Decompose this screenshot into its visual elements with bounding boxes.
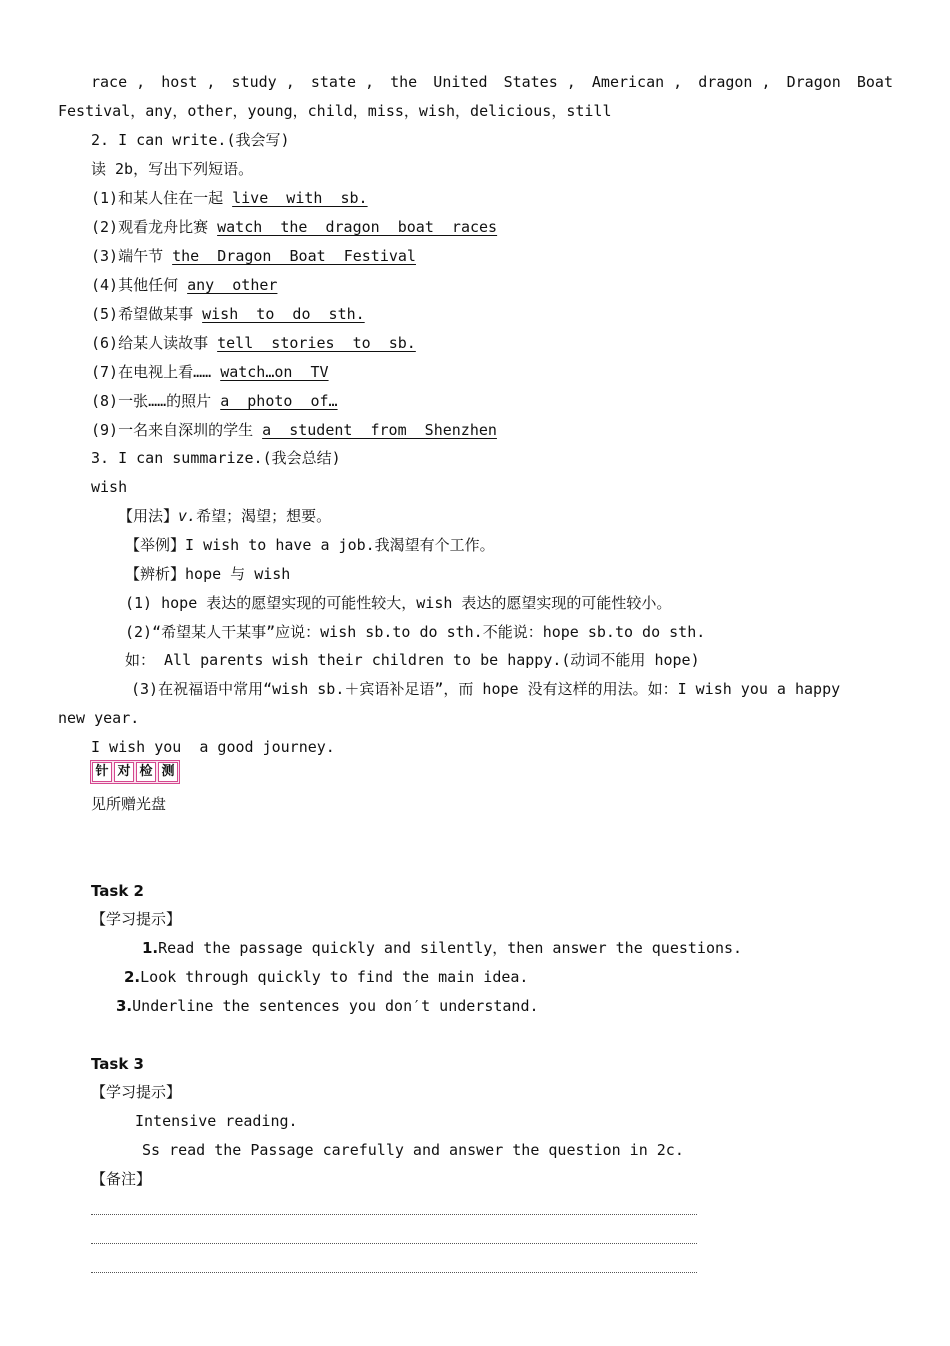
task2-step	[142, 938, 742, 958]
vocab-word: United	[433, 73, 488, 91]
vocab-word: race ,	[91, 73, 146, 91]
vocab-word: study ,	[231, 73, 295, 91]
phrase-item	[91, 275, 277, 295]
phrase-item	[91, 362, 329, 382]
phrase-answer: a student from Shenzhen	[262, 421, 497, 439]
analysis-text: hope 与 wish	[185, 565, 291, 583]
example-text: I wish to have a job.我渴望有个工作。	[185, 536, 495, 554]
note-line	[91, 1214, 697, 1215]
targeted-check-badge	[90, 760, 180, 784]
usage-text: 希望；渴望；想要。	[196, 507, 332, 525]
phrase-answer: watch the dragon boat races	[217, 218, 498, 236]
notes-label: 【备注】	[91, 1170, 152, 1188]
phrase-item	[91, 391, 338, 411]
task2-tip-label: 【学习提示】	[91, 910, 182, 928]
phrase-prompt: (6)给某人读故事	[91, 334, 218, 352]
note-line	[91, 1272, 697, 1273]
phrase-item	[91, 188, 368, 208]
task2-title: Task 2	[91, 882, 144, 900]
analysis-label: 【辨析】	[125, 565, 186, 583]
task3-title: Task 3	[91, 1055, 144, 1073]
phrase-answer: the Dragon Boat Festival	[172, 247, 416, 265]
step-number: 1.	[142, 939, 159, 957]
analysis-point-3: (3)在祝福语中常用“wish sb.＋宾语补足语”，而 hope 没有这样的用法。如：I wish you a happy	[131, 680, 841, 698]
note-line	[91, 1243, 697, 1244]
phrase-prompt: (9)一名来自深圳的学生	[91, 421, 263, 439]
step-text: Read the passage quickly and silently，then answer the questions.	[158, 939, 743, 957]
task2-step	[124, 967, 528, 987]
summarize-heading: 3. I can summarize.(我会总结)	[91, 449, 341, 467]
usage-line	[118, 506, 331, 526]
vocab-word: States ,	[503, 73, 576, 91]
vocab-word: American ,	[591, 73, 683, 91]
phrase-prompt: (2)观看龙舟比赛	[91, 218, 218, 236]
usage-pos: v.	[178, 507, 197, 525]
analysis-point-3-example: I wish you a good journey.	[91, 738, 335, 756]
vocab-line-2: Festival，any，other，young，child，miss，wish，delicious，still	[58, 102, 612, 120]
analysis-line	[125, 564, 290, 584]
step-number: 3.	[116, 997, 133, 1015]
badge-char: 对	[114, 762, 134, 782]
vocab-word: the	[390, 73, 418, 91]
phrase-item	[91, 304, 365, 324]
vocab-word: host ,	[161, 73, 216, 91]
vocab-word: Dragon	[786, 73, 841, 91]
phrase-prompt: (4)其他任何	[91, 276, 188, 294]
phrase-item	[91, 246, 416, 266]
vocab-word: Boat	[856, 73, 893, 91]
phrase-answer: wish to do sth.	[202, 305, 365, 323]
vocab-word: state ,	[310, 73, 375, 91]
phrase-answer: live with sb.	[232, 189, 368, 207]
task3-line-1: Intensive reading.	[135, 1112, 298, 1130]
phrase-item	[91, 217, 497, 237]
badge-char: 检	[136, 762, 156, 782]
usage-label: 【用法】	[118, 507, 179, 525]
analysis-point-1: (1) hope 表达的愿望实现的可能性较大，wish 表达的愿望实现的可能性较小。	[125, 594, 672, 612]
analysis-point-2-example: 如： All parents wish their children to be happy.(动词不能用 hope)	[125, 651, 700, 669]
phrase-prompt: (3)端午节	[91, 247, 173, 265]
phrase-item	[91, 333, 416, 353]
phrase-item	[91, 420, 497, 440]
badge-char: 测	[158, 762, 178, 782]
phrase-answer: tell stories to sb.	[217, 334, 416, 352]
badge-char: 针	[92, 762, 112, 782]
phrase-prompt: (1)和某人住在一起	[91, 189, 233, 207]
vocab-line-1	[91, 72, 893, 92]
task2-step	[116, 996, 539, 1016]
phrase-answer: any other	[187, 276, 278, 294]
analysis-point-2: (2)“希望某人干某事”应说：wish sb.to do sth.不能说：hope sb.to do sth.	[125, 623, 706, 641]
step-text: Underline the sentences you don′t understand.	[132, 997, 539, 1015]
summarize-word: wish	[91, 478, 128, 496]
phrase-answer: a photo of…	[220, 392, 338, 410]
task3-line-2: Ss read the Passage carefully and answer the question in 2c.	[142, 1141, 684, 1159]
phrase-answer: watch…on TV	[220, 363, 329, 381]
write-instruction: 读 2b，写出下列短语。	[91, 160, 254, 178]
phrase-prompt: (7)在电视上看……	[91, 363, 221, 381]
vocab-word: dragon ,	[698, 73, 771, 91]
analysis-point-3-cont: new year.	[58, 709, 140, 727]
phrase-prompt: (5)希望做某事	[91, 305, 203, 323]
task3-tip-label: 【学习提示】	[91, 1083, 182, 1101]
step-number: 2.	[124, 968, 141, 986]
step-text: Look through quickly to find the main idea.	[140, 968, 529, 986]
check-text: 见所赠光盘	[91, 795, 167, 813]
example-label: 【举例】	[125, 536, 186, 554]
phrase-prompt: (8)一张……的照片	[91, 392, 221, 410]
write-heading: 2. I can write.(我会写)	[91, 131, 290, 149]
example-line	[125, 535, 495, 555]
